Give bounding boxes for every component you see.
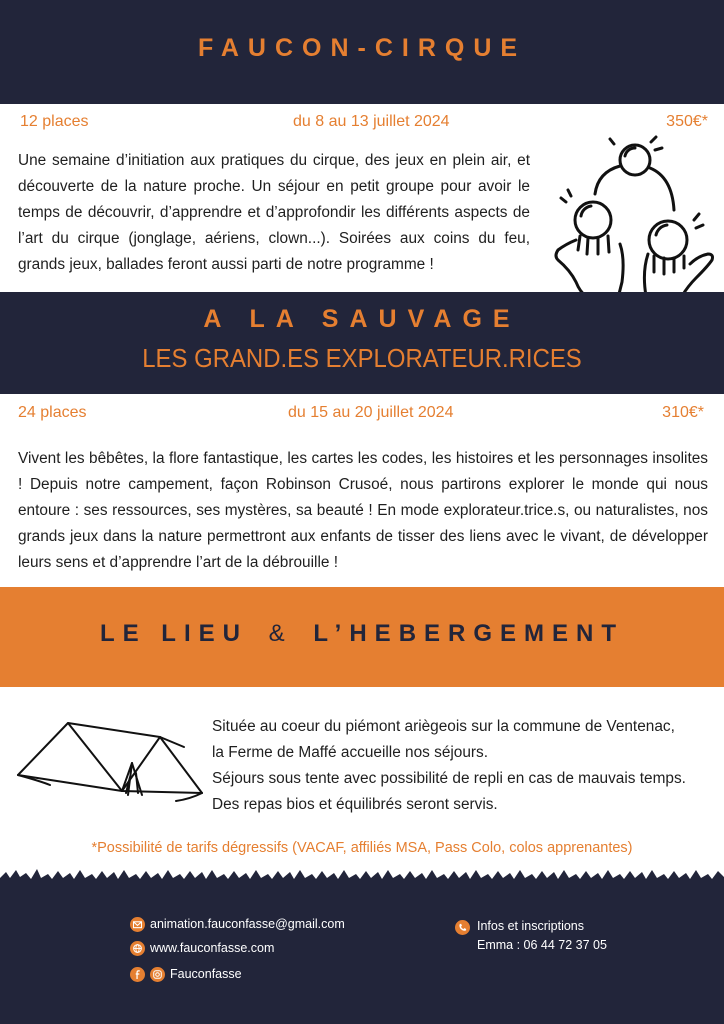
- description-faucon-cirque: Une semaine d’initiation aux pratiques du cirque, des jeux en plein air, et découverte de la nature proche. Un séjour en petit groupe pour avoir le temps de découvrir, d’apprendre et d’approfondir les différents aspects de l’art du cirque (jonglage, aériens, clown...). Soirées aux coins du feu, grands jeux, ballades feront aussi parti de notre programme !: [18, 152, 530, 273]
- footer-contact: [455, 919, 607, 952]
- footer-email-row[interactable]: [130, 917, 345, 932]
- contact-title: Infos et inscriptions: [477, 919, 584, 933]
- mail-icon: [130, 917, 145, 932]
- footer: [0, 884, 724, 1024]
- session-price: 310€*: [662, 404, 704, 421]
- pricing-note: *Possibilité de tarifs dégressifs (VACAF, affiliés MSA, Pass Colo, colos apprenantes): [91, 840, 633, 856]
- footer-social[interactable]: Fauconfasse: [170, 967, 242, 981]
- session-dates: du 8 au 13 juillet 2024: [293, 113, 450, 130]
- title-ampersand: &: [268, 620, 293, 647]
- places-count: 24 places: [18, 404, 87, 421]
- section-title-a-la-sauvage: A LA SAUVAGE: [203, 305, 521, 333]
- footer-website[interactable]: www.fauconfasse.com: [150, 941, 275, 955]
- phone-icon: [455, 920, 470, 935]
- juggling-hands-icon: [550, 132, 720, 302]
- session-price: 350€*: [666, 113, 708, 130]
- lieu-line: Séjours sous tente avec possibilité de repli en cas de mauvais temps.: [212, 770, 686, 787]
- section-title-faucon-cirque: FAUCON-CIRQUE: [197, 34, 527, 62]
- instagram-icon[interactable]: [150, 967, 165, 982]
- lieu-line: Des repas bios et équilibrés seront servis.: [212, 796, 498, 813]
- section-title-lieu: [0, 620, 724, 648]
- globe-icon: [130, 941, 145, 956]
- footer-website-row[interactable]: [130, 941, 274, 956]
- footer-email[interactable]: animation.fauconfasse@gmail.com: [150, 917, 345, 931]
- title-lieu-part2: L’HEBERGEMENT: [313, 620, 625, 647]
- footer-social-row[interactable]: [130, 967, 242, 982]
- description-a-la-sauvage: Vivent les bêbêtes, la flore fantastique, les cartes les codes, les histoires et les personnages insolites ! Depuis notre campement, façon Robinson Crusoé, nous partirons explorer le monde qui nous entoure : ses ressources, ses mystères, sa beauté ! En mode explorateur.trice.s, ou naturalistes, nos grands jeux dans la nature permettront aux enfants de tisser des liens avec le vivant, de développer leurs sens et d’apprendre l’art de la débrouille !: [18, 450, 708, 571]
- lieu-line: Située au coeur du piémont ariègeois sur la commune de Ventenac,: [212, 718, 675, 735]
- lieu-description: [212, 714, 720, 818]
- places-count: 12 places: [20, 113, 89, 130]
- title-lieu-part1: LE LIEU: [99, 620, 248, 647]
- session-dates: du 15 au 20 juillet 2024: [288, 404, 454, 421]
- facebook-icon[interactable]: [130, 967, 145, 982]
- tent-icon: [10, 715, 210, 815]
- contact-phone[interactable]: Emma : 06 44 72 37 05: [477, 938, 607, 952]
- section-subtitle-explorateurs: LES GRAND.ES EXPLORATEUR.RICES: [142, 343, 582, 373]
- grass-edge: [0, 866, 724, 886]
- lieu-line: la Ferme de Maffé accueille nos séjours.: [212, 744, 489, 761]
- info-row-a-la-sauvage: [0, 404, 724, 430]
